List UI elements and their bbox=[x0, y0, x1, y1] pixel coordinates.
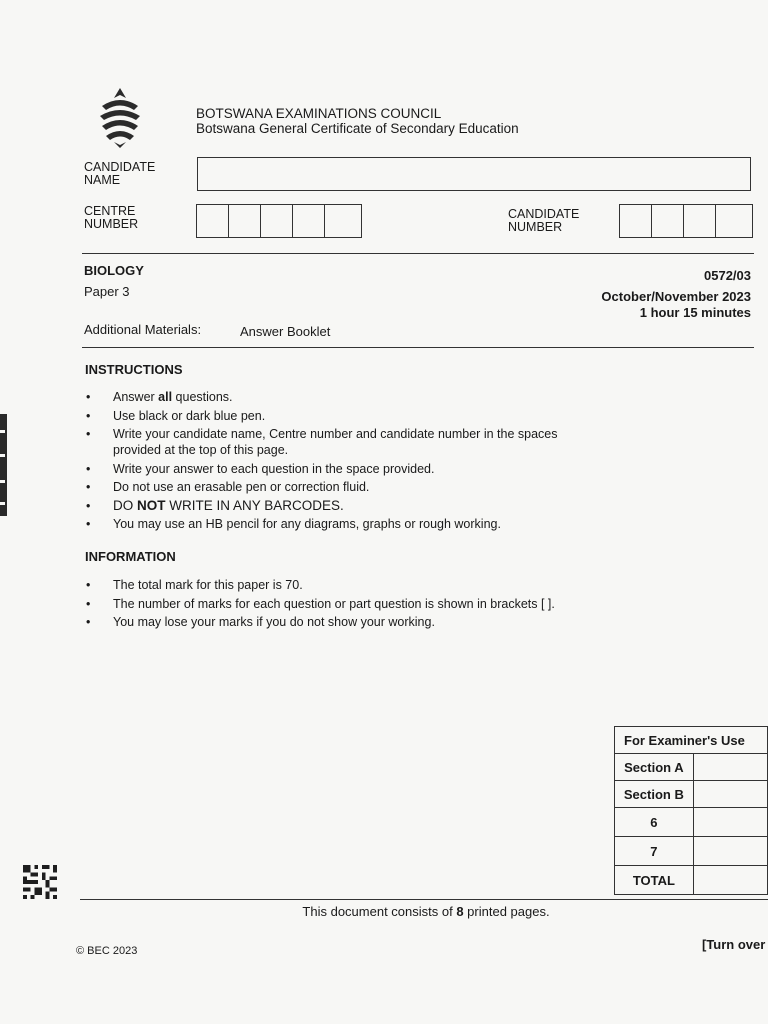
council-header bbox=[196, 106, 519, 136]
table-row bbox=[615, 754, 768, 781]
list-item: • You may use an HB pencil for any diagrams, graphs or rough working. bbox=[85, 516, 685, 532]
council-name: BOTSWANA EXAMINATIONS COUNCIL bbox=[196, 106, 442, 121]
list-item: • DO NOT WRITE IN ANY BARCODES. bbox=[85, 498, 685, 514]
additional-materials-label: Additional Materials: bbox=[84, 322, 202, 337]
list-item: • The number of marks for each question or part question is shown in brackets [ ]. bbox=[85, 596, 705, 612]
divider bbox=[80, 899, 768, 900]
list-item: • Do not use an erasable pen or correction fluid. bbox=[85, 479, 685, 495]
digit-box[interactable] bbox=[325, 205, 357, 237]
exam-session bbox=[601, 289, 751, 321]
candidate-name-label-line2: NAME bbox=[84, 173, 121, 187]
centre-number-field[interactable] bbox=[196, 204, 362, 238]
information-list bbox=[85, 577, 705, 633]
session-duration: 1 hour 15 minutes bbox=[639, 305, 751, 320]
candidate-name-label-line1: CANDIDATE bbox=[84, 160, 156, 174]
page-count-note: This document consists of 8 printed pages. bbox=[302, 904, 550, 919]
row-label: 6 bbox=[615, 808, 694, 837]
examiner-table-heading: For Examiner's Use bbox=[615, 727, 768, 754]
digit-box[interactable] bbox=[620, 205, 652, 237]
digit-box[interactable] bbox=[716, 205, 748, 237]
binding-edge-marks bbox=[0, 414, 7, 516]
mark-cell[interactable] bbox=[693, 781, 767, 808]
centre-number-label-line2: NUMBER bbox=[84, 217, 139, 231]
digit-box[interactable] bbox=[229, 205, 261, 237]
candidate-number-label-line1: CANDIDATE bbox=[508, 207, 580, 221]
additional-materials-value: Answer Booklet bbox=[240, 324, 331, 339]
table-row bbox=[615, 866, 768, 895]
candidate-name-field[interactable] bbox=[197, 157, 751, 191]
digit-box[interactable] bbox=[652, 205, 684, 237]
instructions-list bbox=[85, 389, 685, 535]
digit-box[interactable] bbox=[293, 205, 325, 237]
digit-box[interactable] bbox=[684, 205, 716, 237]
mark-cell[interactable] bbox=[693, 837, 767, 866]
mark-cell[interactable] bbox=[693, 754, 767, 781]
list-item: • The total mark for this paper is 70. bbox=[85, 577, 705, 593]
table-row bbox=[615, 837, 768, 866]
list-item: • Write your candidate name, Centre number and candidate number in the spaces provided at the top of this page. bbox=[85, 426, 685, 458]
candidate-name-label bbox=[84, 161, 155, 187]
centre-number-label bbox=[84, 205, 138, 231]
digit-box[interactable] bbox=[261, 205, 293, 237]
row-label: Section A bbox=[615, 754, 694, 781]
bec-logo-icon bbox=[96, 86, 144, 150]
paper-code: 0572/03 bbox=[704, 268, 751, 283]
divider bbox=[82, 347, 754, 348]
list-item: • Write your answer to each question in the space provided. bbox=[85, 461, 685, 477]
subject-title: BIOLOGY bbox=[84, 263, 144, 278]
information-heading: INFORMATION bbox=[85, 549, 176, 564]
paper-number: Paper 3 bbox=[84, 284, 130, 299]
divider bbox=[82, 253, 754, 254]
list-item: • Answer all questions. bbox=[85, 389, 685, 405]
row-label: 7 bbox=[615, 837, 694, 866]
candidate-number-label-line2: NUMBER bbox=[508, 220, 563, 234]
candidate-number-label bbox=[508, 208, 579, 234]
mark-cell[interactable] bbox=[693, 808, 767, 837]
centre-number-label-line1: CENTRE bbox=[84, 204, 136, 218]
copyright: © BEC 2023 bbox=[76, 945, 138, 957]
list-item: • You may lose your marks if you do not show your working. bbox=[85, 614, 705, 630]
row-label: TOTAL bbox=[615, 866, 694, 895]
certificate-name: Botswana General Certificate of Secondary Education bbox=[196, 121, 519, 136]
table-row bbox=[615, 808, 768, 837]
examiner-use-table bbox=[614, 726, 768, 895]
turn-over-note: [Turn over bbox=[702, 937, 766, 952]
session-date: October/November 2023 bbox=[601, 289, 751, 304]
instructions-heading: INSTRUCTIONS bbox=[85, 362, 183, 377]
list-item: • Use black or dark blue pen. bbox=[85, 408, 685, 424]
digit-box[interactable] bbox=[197, 205, 229, 237]
table-row bbox=[615, 781, 768, 808]
qr-code-icon bbox=[22, 865, 58, 899]
mark-cell[interactable] bbox=[693, 866, 767, 895]
candidate-number-field[interactable] bbox=[619, 204, 753, 238]
row-label: Section B bbox=[615, 781, 694, 808]
